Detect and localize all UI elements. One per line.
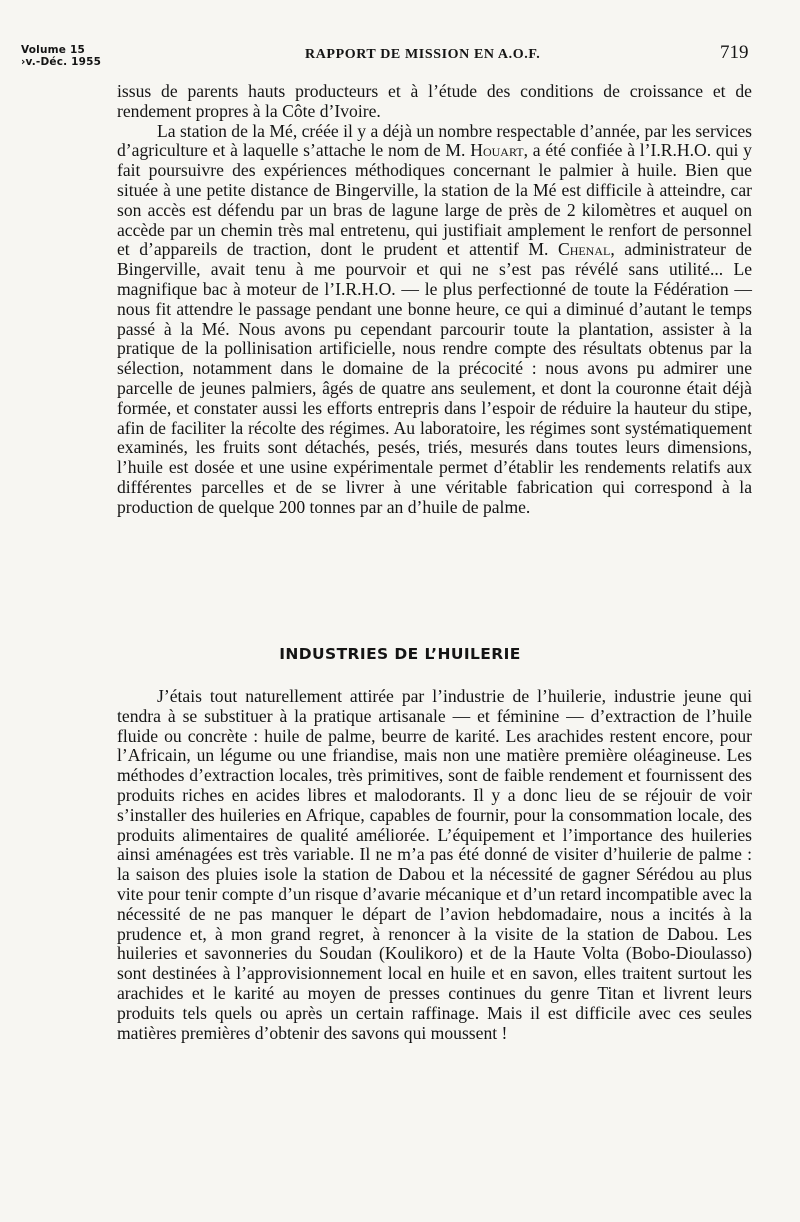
body-text-bottom	[117, 687, 752, 1043]
page-number: 719	[720, 42, 749, 63]
paragraph-text: , administrateur de Bingerville, avait tenu à me pourvoir et qui ne s’est pas révélé sans utilité... Le magnifique bac à moteur de l’I.R.H.O. — le plus perfectionné de toute la Fédération — nous fit attendre le passage pendant une bonne heure, ce qui a diminué d’autant le temps passé à la Mé. Nous avons pu cependant parcourir toute la plantation, assister à la pratique de la pollinisation artificielle, nous rendre compte des résultats obtenus par la sélection, notamment dans le domaine de la précocité : nous avons pu admirer une parcelle de jeunes palmiers, âgés de quatre ans seulement, et dont la couronne était déjà formée, et constater aussi les efforts entrepris dans l’espoir de réduire la hauteur du stipe, afin de faciliter la récolte des régimes. Au laboratoire, les régimes sont systématiquement examinés, les fruits sont détachés, pesés, triés, mesurés dans toutes leurs dimensions, l’huile est dosée et une usine expérimentale permet d’établir les rendements relatifs aux différentes parcelles et de se livrer à une véritable fabrication qui correspond à la production de quelque 200 tonnes par an d’huile de palme.	[117, 239, 752, 517]
paragraph-text: La station de la Mé, créée il y a déjà un nombre respectable d’année, par les services d’agriculture et à laquelle s’attache le nom de M.	[117, 120, 752, 161]
volume-info	[21, 44, 101, 68]
person-name: Chenal	[557, 239, 611, 260]
body-text-top	[117, 82, 752, 518]
paragraph-station-la-me	[117, 122, 752, 518]
paragraph-huilerie: J’étais tout naturellement attirée par l’industrie de l’huilerie, industrie jeune qui tendra à se substituer à la pratique artisanale — et féminine — d’extraction de l’huile fluide ou concrète : huile de palme, beurre de karité. Les arachides restent encore, pour l’Africain, un légume ou une friandise, mais non une matière première oléagineuse. Les méthodes d’extraction locales, très primitives, sont de faible rendement et fournissent des produits riches en acides libres et malodorants. Il y a donc lieu de se réjouir de voir s’installer des huileries en Afrique, capables de fournir, pour la consommation locale, des produits alimentaires de qualité améliorée. L’équipement et l’importance des huileries ainsi aménagées est très variable. Il ne m’a pas été donné de visiter d’huilerie de palme : la saison des pluies isole la station de Dabou et la nécessité de gagner Sérédou au plus vite pour tenir compte d’un risque d’avarie mécanique et d’un retard incompatible avec la nécessité de ne pas manquer le départ de l’avion hebdomadaire, nous a incités à la prudence et, à mon grand regret, à renoncer à la visite de la station de Dabou. Les huileries et savonneries du Soudan (Koulikoro) et de la Haute Volta (Bobo-Dioulasso) sont destinées à l’approvisionnement local en huile et en savon, elles traitent surtout les arachides et le karité au moyen de presses continues du genre Titan et livrent leurs produits tels quels ou après un certain raffinage. Mais il est difficile avec ces seules matières premières d’obtenir des savons qui moussent !	[117, 686, 752, 1043]
volume-date: ›v.-Déc. 1955	[21, 56, 102, 68]
volume-number: Volume 15	[21, 44, 85, 56]
paragraph-text: , a été confiée à l’I.R.H.O. qui y fait poursuivre des expériences méthodiques concernant le palmier à huile. Bien que située à une petite distance de Bingerville, la station de la Mé est difficile à atteindre, car son accès est défendu par un bras de lagune large de près de 2 kilomètres et auquel on accède par un chemin très mal entretenu, qui justifiait amplement le renfort de personnel et d’appareils de traction, dont le prudent et attentif M.	[117, 140, 752, 260]
running-title: RAPPORT DE MISSION EN A.O.F.	[305, 47, 541, 62]
person-name: Houart	[470, 140, 524, 161]
section-heading: INDUSTRIES DE L’HUILERIE	[279, 645, 521, 663]
paragraph-continuation: issus de parents hauts producteurs et à l’étude des conditions de croissance et de rendement propres à la Côte d’Ivoire.	[117, 81, 752, 121]
